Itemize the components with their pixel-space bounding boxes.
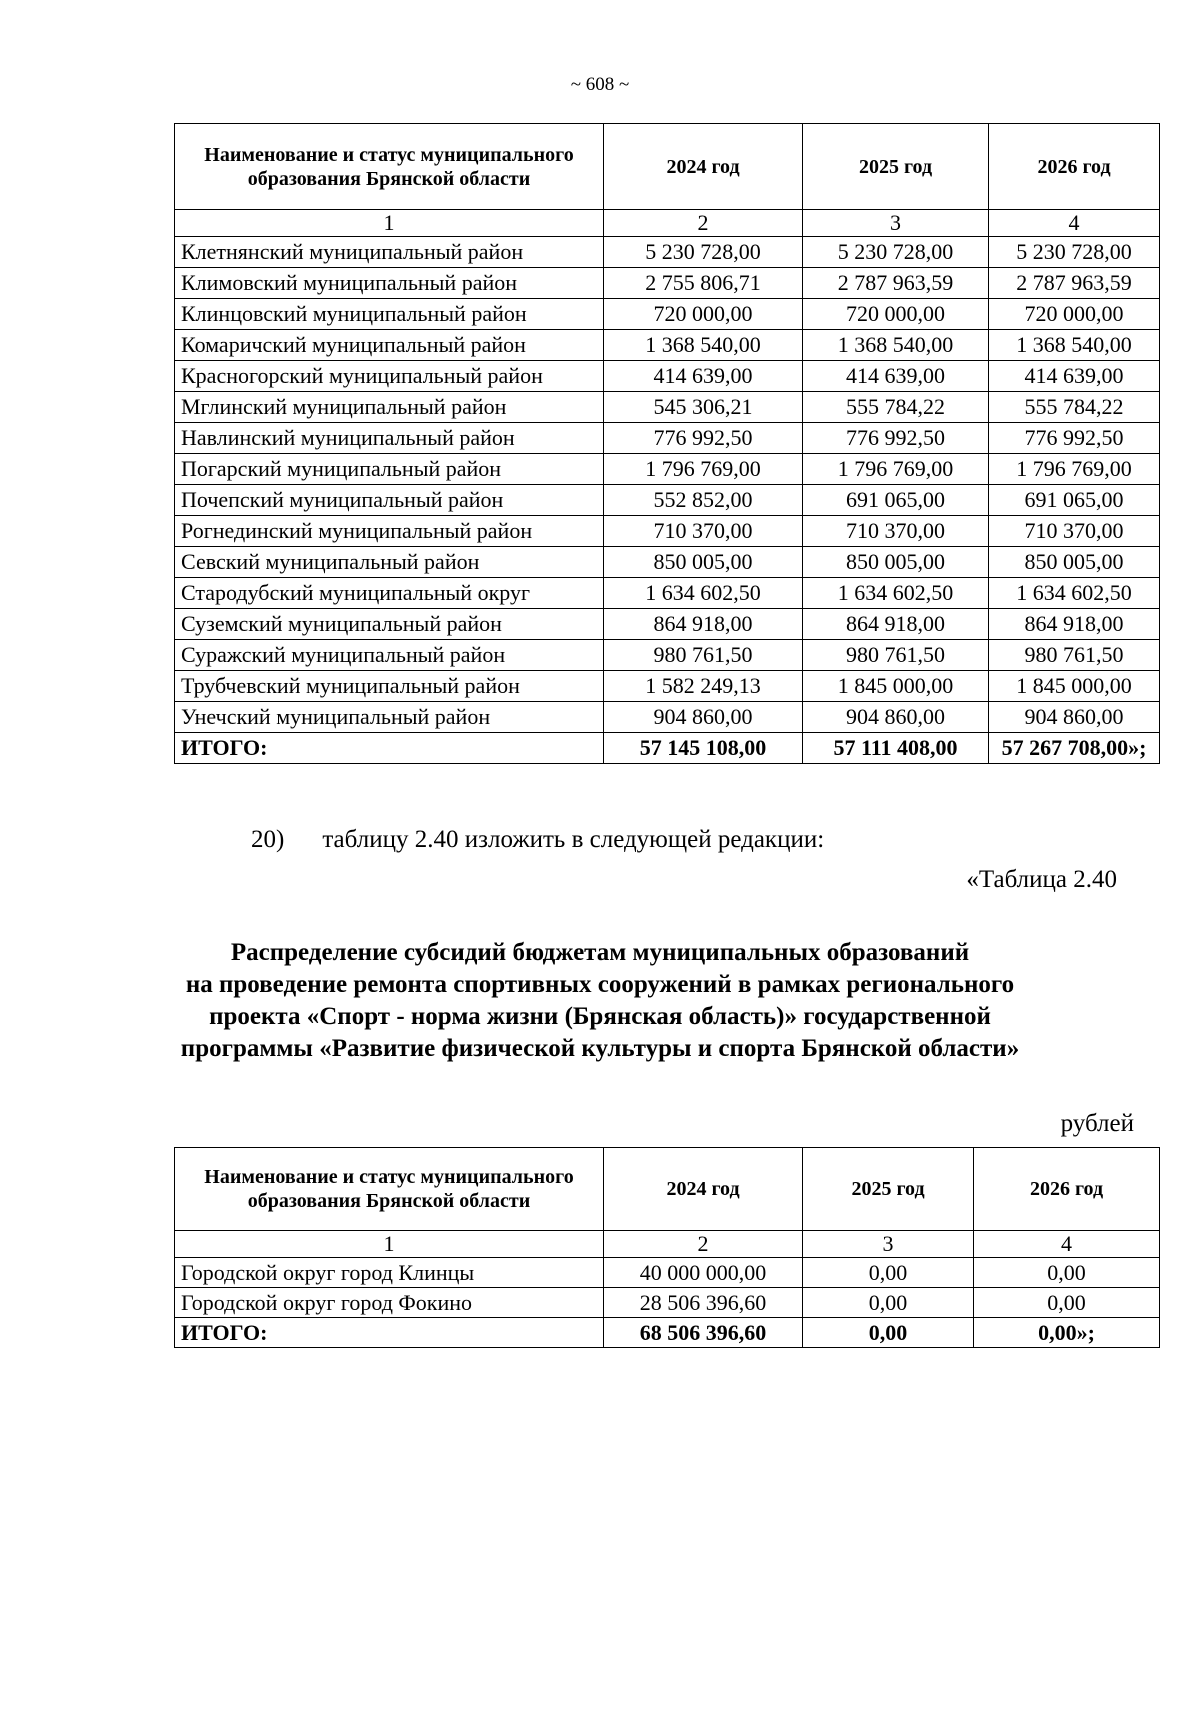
table-row — [175, 485, 1160, 516]
cell-name: Клинцовский муниципальный район — [175, 299, 604, 330]
column-header: 2026 год — [974, 1148, 1160, 1231]
table-row — [175, 1288, 1160, 1318]
cell-name: Рогнединский муниципальный район — [175, 516, 604, 547]
amendment-paragraph — [251, 826, 824, 854]
cell-name: Суражский муниципальный район — [175, 640, 604, 671]
table-header-row — [175, 1148, 1160, 1231]
table-row — [175, 640, 1160, 671]
cell-name: Городской округ город Клинцы — [175, 1258, 604, 1288]
cell-name: Унечский муниципальный район — [175, 702, 604, 733]
cell-value: 710 370,00 — [803, 516, 989, 547]
paragraph-number: 20) — [251, 826, 285, 853]
cell-value: 5 230 728,00 — [604, 237, 803, 268]
title-line: программы «Развитие физической культуры и спорта Брянской области» — [180, 1035, 1020, 1062]
units-label: рублей — [1060, 1110, 1134, 1137]
cell-value: 720 000,00 — [803, 299, 989, 330]
column-header: 2024 год — [604, 1148, 803, 1231]
cell-value: 0,00 — [803, 1258, 974, 1288]
cell-value: 1 796 769,00 — [989, 454, 1160, 485]
cell-value: 57 111 408,00 — [803, 733, 989, 764]
column-index-row — [175, 1231, 1160, 1258]
column-header: 2024 год — [604, 124, 803, 210]
cell-value: 850 005,00 — [989, 547, 1160, 578]
cell-name: ИТОГО: — [175, 1318, 604, 1348]
page-number: ~ 608 ~ — [570, 74, 630, 95]
subsidy-table-continued — [174, 123, 1160, 764]
cell-value: 4 — [989, 210, 1160, 237]
cell-value: 57 267 708,00»; — [989, 733, 1160, 764]
column-header: 2025 год — [803, 124, 989, 210]
cell-name: 1 — [175, 1231, 604, 1258]
table-row — [175, 330, 1160, 361]
cell-value: 0,00 — [803, 1288, 974, 1318]
cell-value: 3 — [803, 210, 989, 237]
cell-value: 545 306,21 — [604, 392, 803, 423]
cell-value: 0,00»; — [974, 1318, 1160, 1348]
cell-value: 414 639,00 — [989, 361, 1160, 392]
column-index-row — [175, 210, 1160, 237]
cell-value: 776 992,50 — [604, 423, 803, 454]
column-header: 2026 год — [989, 124, 1160, 210]
cell-value: 710 370,00 — [989, 516, 1160, 547]
cell-value: 864 918,00 — [803, 609, 989, 640]
column-header: Наименование и статус муниципального образования Брянской области — [175, 1148, 604, 1231]
cell-value: 904 860,00 — [989, 702, 1160, 733]
cell-name: Погарский муниципальный район — [175, 454, 604, 485]
cell-value: 864 918,00 — [604, 609, 803, 640]
cell-value: 1 796 769,00 — [803, 454, 989, 485]
cell-value: 864 918,00 — [989, 609, 1160, 640]
cell-value: 68 506 396,60 — [604, 1318, 803, 1348]
cell-value: 691 065,00 — [803, 485, 989, 516]
cell-name: ИТОГО: — [175, 733, 604, 764]
cell-value: 2 — [604, 1231, 803, 1258]
cell-value: 710 370,00 — [604, 516, 803, 547]
table-row — [175, 237, 1160, 268]
table-row — [175, 454, 1160, 485]
total-row — [175, 733, 1160, 764]
table-row — [175, 268, 1160, 299]
cell-name: Навлинский муниципальный район — [175, 423, 604, 454]
cell-value: 4 — [974, 1231, 1160, 1258]
cell-name: Почепский муниципальный район — [175, 485, 604, 516]
paragraph-text: таблицу 2.40 изложить в следующей редакции: — [322, 826, 825, 853]
cell-value: 776 992,50 — [803, 423, 989, 454]
column-header: 2025 год — [803, 1148, 974, 1231]
cell-value: 980 761,50 — [989, 640, 1160, 671]
title-line: проекта «Спорт - норма жизни (Брянская область)» государственной — [209, 1003, 991, 1030]
table-row — [175, 702, 1160, 733]
total-row — [175, 1318, 1160, 1348]
table-row — [175, 1258, 1160, 1288]
cell-value: 1 368 540,00 — [803, 330, 989, 361]
cell-value: 691 065,00 — [989, 485, 1160, 516]
table-row — [175, 609, 1160, 640]
cell-name: Красногорский муниципальный район — [175, 361, 604, 392]
cell-value: 720 000,00 — [989, 299, 1160, 330]
title-line: Распределение субсидий бюджетам муниципальных образований — [230, 939, 970, 966]
cell-value: 1 634 602,50 — [989, 578, 1160, 609]
column-header: Наименование и статус муниципального образования Брянской области — [175, 124, 604, 210]
cell-value: 1 368 540,00 — [604, 330, 803, 361]
cell-name: Комаричский муниципальный район — [175, 330, 604, 361]
cell-value: 850 005,00 — [803, 547, 989, 578]
table-row — [175, 423, 1160, 454]
cell-value: 776 992,50 — [989, 423, 1160, 454]
cell-value: 5 230 728,00 — [989, 237, 1160, 268]
cell-value: 850 005,00 — [604, 547, 803, 578]
cell-value: 1 634 602,50 — [604, 578, 803, 609]
sports-subsidy-table — [174, 1147, 1160, 1348]
cell-value: 980 761,50 — [803, 640, 989, 671]
cell-value: 904 860,00 — [604, 702, 803, 733]
cell-value: 552 852,00 — [604, 485, 803, 516]
cell-value: 1 634 602,50 — [803, 578, 989, 609]
cell-value: 28 506 396,60 — [604, 1288, 803, 1318]
cell-value: 904 860,00 — [803, 702, 989, 733]
cell-value: 0,00 — [974, 1288, 1160, 1318]
cell-value: 40 000 000,00 — [604, 1258, 803, 1288]
cell-name: Трубчевский муниципальный район — [175, 671, 604, 702]
cell-name: Севский муниципальный район — [175, 547, 604, 578]
cell-value: 5 230 728,00 — [803, 237, 989, 268]
cell-name: Мглинский муниципальный район — [175, 392, 604, 423]
cell-value: 980 761,50 — [604, 640, 803, 671]
cell-value: 0,00 — [974, 1258, 1160, 1288]
cell-value: 414 639,00 — [803, 361, 989, 392]
cell-name: 1 — [175, 210, 604, 237]
cell-value: 2 — [604, 210, 803, 237]
table-row — [175, 671, 1160, 702]
table-row — [175, 516, 1160, 547]
cell-name: Городской округ город Фокино — [175, 1288, 604, 1318]
table-title — [0, 937, 1200, 1065]
cell-name: Клетнянский муниципальный район — [175, 237, 604, 268]
cell-value: 2 787 963,59 — [803, 268, 989, 299]
cell-value: 414 639,00 — [604, 361, 803, 392]
table-header-row — [175, 124, 1160, 210]
cell-value: 555 784,22 — [989, 392, 1160, 423]
table-row — [175, 392, 1160, 423]
table-row — [175, 361, 1160, 392]
cell-value: 555 784,22 — [803, 392, 989, 423]
table-row — [175, 299, 1160, 330]
cell-value: 2 787 963,59 — [989, 268, 1160, 299]
cell-value: 1 582 249,13 — [604, 671, 803, 702]
cell-name: Стародубский муниципальный округ — [175, 578, 604, 609]
cell-value: 1 845 000,00 — [989, 671, 1160, 702]
cell-value: 0,00 — [803, 1318, 974, 1348]
cell-value: 1 845 000,00 — [803, 671, 989, 702]
cell-name: Климовский муниципальный район — [175, 268, 604, 299]
cell-value: 3 — [803, 1231, 974, 1258]
cell-name: Суземский муниципальный район — [175, 609, 604, 640]
cell-value: 720 000,00 — [604, 299, 803, 330]
cell-value: 57 145 108,00 — [604, 733, 803, 764]
cell-value: 1 796 769,00 — [604, 454, 803, 485]
cell-value: 2 755 806,71 — [604, 268, 803, 299]
table-label: «Таблица 2.40 — [966, 866, 1117, 893]
title-line: на проведение ремонта спортивных сооружений в рамках регионального — [185, 971, 1015, 998]
cell-value: 1 368 540,00 — [989, 330, 1160, 361]
table-row — [175, 547, 1160, 578]
table-row — [175, 578, 1160, 609]
